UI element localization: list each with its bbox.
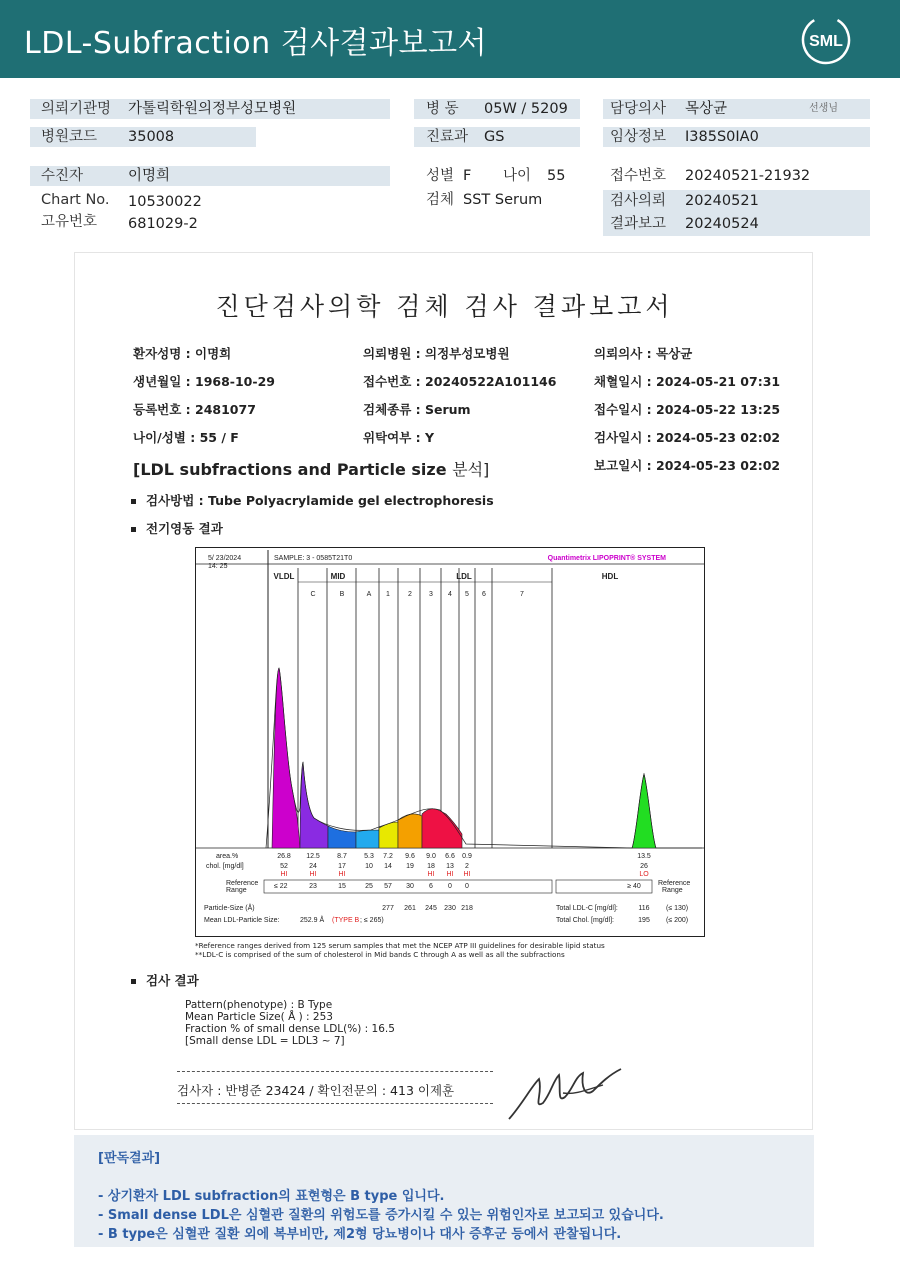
mean-ldl-label: Mean LDL-Particle Size: bbox=[204, 917, 280, 924]
interpretation-line: - B type은 심혈관 질환 외에 복부비만, 제2형 당뇨병이나 대사 증후군 등에서 관찰됩니다. bbox=[98, 1227, 622, 1242]
particle-size-value: 245 bbox=[425, 905, 437, 912]
hospital-code-value: 35008 bbox=[128, 129, 175, 145]
ref-value: 30 bbox=[406, 883, 414, 890]
report-field: 생년월일 : 1968-10-29 bbox=[133, 374, 275, 389]
dept-label: 진료과 bbox=[426, 129, 469, 145]
chol-value: 19 bbox=[406, 863, 414, 870]
header-bar bbox=[0, 0, 900, 78]
specimen-label: 검체 bbox=[426, 192, 455, 208]
total-ldl-value: 116 bbox=[638, 905, 650, 912]
report-field: 검사일시 : 2024-05-23 02:02 bbox=[594, 430, 781, 445]
flag-value: HI bbox=[427, 871, 435, 878]
ref-label-right: Range bbox=[662, 887, 683, 894]
ref-value: 15 bbox=[338, 883, 346, 890]
band-label-2: 2 bbox=[408, 591, 412, 598]
band-label-B: B bbox=[339, 591, 345, 598]
footnote: **LDL-C is comprised of the sum of cholesterol in Mid bands C through A as well as all the subfractions bbox=[195, 950, 565, 959]
sml-logo bbox=[800, 14, 852, 66]
particle-size-value: 261 bbox=[404, 905, 416, 912]
chart-label: Chart No. bbox=[41, 192, 110, 208]
band-label-C: C bbox=[310, 591, 316, 598]
bullet-icon bbox=[131, 979, 136, 984]
ward-label: 병 동 bbox=[426, 101, 459, 117]
method-line: 검사방법 : Tube Polyacrylamide gel electrophoresis bbox=[131, 491, 494, 509]
area-value: 9.6 bbox=[405, 853, 415, 860]
peak-area-3 bbox=[356, 830, 379, 848]
area-value: 5.3 bbox=[364, 853, 374, 860]
chol-value: 24 bbox=[309, 863, 317, 870]
mean-ldl-value: 252.9 Å bbox=[300, 917, 325, 924]
report-sheet bbox=[74, 252, 813, 1130]
result-heading: 검사 결과 bbox=[131, 971, 199, 989]
ref-value: 0 bbox=[448, 883, 452, 890]
report-field: 나이/성별 : 55 / F bbox=[133, 430, 239, 445]
area-value: 8.7 bbox=[337, 853, 347, 860]
ref-value: 23 bbox=[309, 883, 317, 890]
report-field: 등록번호 : 2481077 bbox=[133, 402, 256, 417]
chart-brand: Quantimetrix LIPOPRINT® SYSTEM bbox=[547, 555, 666, 562]
electropherogram bbox=[195, 547, 705, 937]
chol-value: 17 bbox=[338, 863, 346, 870]
electro-heading: 전기영동 결과 bbox=[131, 519, 223, 537]
page-title: LDL-Subfraction 검사결과보고서 bbox=[24, 26, 488, 61]
bullet-icon bbox=[131, 527, 136, 532]
report-title: 진단검사의학 검체 검사 결과보고서 bbox=[215, 292, 674, 321]
clinical-label: 임상정보 bbox=[610, 129, 667, 145]
row-bg bbox=[30, 166, 390, 186]
report-date-label: 결과보고 bbox=[610, 216, 667, 232]
flag-value: HI bbox=[446, 871, 454, 878]
specimen-value: SST Serum bbox=[463, 192, 543, 208]
group-label-vldl: VLDL bbox=[273, 572, 295, 581]
chart-time: 14: 25 bbox=[208, 563, 228, 570]
ref-value: 57 bbox=[384, 883, 392, 890]
band-label-3: 3 bbox=[429, 591, 433, 598]
ref-value: 6 bbox=[429, 883, 433, 890]
result-line: Mean Particle Size( Å ) : 253 bbox=[185, 1011, 333, 1023]
area-value: 0.9 bbox=[462, 853, 472, 860]
ref-value: ≥ 40 bbox=[627, 883, 641, 890]
chart-value: 10530022 bbox=[128, 194, 202, 210]
band-label-4: 4 bbox=[448, 591, 452, 598]
age-value: 55 bbox=[547, 168, 566, 184]
chol-value: 13 bbox=[446, 863, 454, 870]
uid-label: 고유번호 bbox=[41, 214, 98, 230]
interpretation-line: - 상기환자 LDL subfraction의 표현형은 B type 입니다. bbox=[98, 1189, 445, 1204]
dept-value: GS bbox=[484, 129, 505, 145]
band-label-A: A bbox=[366, 591, 372, 598]
sex-value: F bbox=[463, 168, 472, 184]
report-field: 채혈일시 : 2024-05-21 07:31 bbox=[594, 374, 781, 389]
area-value: 12.5 bbox=[306, 853, 320, 860]
peak-area-2 bbox=[328, 826, 356, 848]
requester-label: 의뢰기관명 bbox=[41, 101, 112, 117]
flag-value: LO bbox=[639, 871, 649, 878]
chol-value: 26 bbox=[640, 863, 648, 870]
band-label-6: 6 bbox=[482, 591, 486, 598]
report-field: 의뢰병원 : 의정부성모병원 bbox=[363, 346, 510, 361]
ref-value: ≤ 22 bbox=[274, 883, 288, 890]
interpretation-line: - Small dense LDL은 심혈관 질환의 위험도를 증가시킬 수 있는 위험인자로 보고되고 있습니다. bbox=[98, 1208, 664, 1223]
electropherogram-svg bbox=[196, 548, 704, 936]
area-value: 7.2 bbox=[383, 853, 393, 860]
report-date-value: 20240524 bbox=[685, 216, 759, 232]
chart-date: 5/ 23/2024 bbox=[208, 555, 242, 562]
area-value: 13.5 bbox=[637, 853, 651, 860]
interpretation-heading: [판독결과] bbox=[98, 1151, 161, 1166]
ward-value: 05W / 5209 bbox=[484, 101, 568, 117]
particle-size-value: 230 bbox=[444, 905, 456, 912]
signature-block bbox=[177, 1071, 497, 1111]
chol-value: 18 bbox=[427, 863, 435, 870]
chol-value: 52 bbox=[280, 863, 288, 870]
group-label-ldl: LDL bbox=[456, 572, 472, 581]
total-ldl-label: Total LDL-C [mg/dl]: bbox=[556, 905, 618, 912]
result-line: Fraction % of small dense LDL(%) : 16.5 bbox=[185, 1023, 395, 1035]
result-line: [Small dense LDL = LDL3 ~ 7] bbox=[185, 1035, 345, 1047]
flag-value: HI bbox=[280, 871, 288, 878]
particle-size-label: Particle-Size (Å) bbox=[204, 905, 255, 912]
group-label-hdl: HDL bbox=[601, 572, 619, 581]
accession-value: 20240521-21932 bbox=[685, 168, 811, 184]
report-field: 검체종류 : Serum bbox=[363, 402, 471, 417]
flag-value: HI bbox=[309, 871, 317, 878]
area-value: 26.8 bbox=[277, 853, 291, 860]
uid-value: 681029-2 bbox=[128, 216, 198, 232]
area-label: area.% bbox=[216, 853, 239, 860]
chol-label: chol. [mg/dl] bbox=[206, 863, 244, 870]
requester-value: 가톨릭학원의정부성모병원 bbox=[128, 101, 297, 117]
area-value: 9.0 bbox=[426, 853, 436, 860]
handwritten-signature bbox=[503, 1063, 633, 1125]
flag-value: HI bbox=[338, 871, 346, 878]
ref-label-right: Reference bbox=[658, 880, 691, 887]
report-field: 의뢰의사 : 목상균 bbox=[594, 346, 693, 361]
result-line: Pattern(phenotype) : B Type bbox=[185, 999, 333, 1011]
ref-value: 25 bbox=[365, 883, 373, 890]
ref-label: Reference bbox=[226, 880, 259, 887]
request-date-label: 검사의뢰 bbox=[610, 193, 667, 209]
total-ldl-ref: (≤ 130) bbox=[666, 905, 689, 912]
total-chol-label: Total Chol. [mg/dl]: bbox=[556, 917, 614, 924]
particle-size-value: 277 bbox=[382, 905, 394, 912]
type-note: (TYPE B bbox=[332, 917, 360, 924]
group-label-mid: MID bbox=[330, 572, 346, 581]
interpretation-box bbox=[74, 1135, 814, 1247]
peak-area-5 bbox=[398, 814, 422, 848]
ref-label: Range bbox=[226, 887, 247, 894]
report-field: 보고일시 : 2024-05-23 02:02 bbox=[594, 458, 781, 473]
chol-value: 14 bbox=[384, 863, 392, 870]
peak-area-7 bbox=[632, 774, 656, 848]
divider bbox=[177, 1071, 493, 1072]
svg-text:SML: SML bbox=[809, 33, 843, 50]
total-chol-ref: (≤ 200) bbox=[666, 917, 689, 924]
report-field: 접수번호 : 20240522A101146 bbox=[363, 374, 557, 389]
area-value: 6.6 bbox=[445, 853, 455, 860]
chol-value: 2 bbox=[465, 863, 469, 870]
doctor-value: 목상균 bbox=[685, 101, 728, 117]
patient-value: 이명희 bbox=[128, 168, 171, 184]
signature-line: 검사자 : 반병준 23424 / 확인전문의 : 413 이제훈 bbox=[177, 1083, 455, 1098]
band-label-1: 1 bbox=[386, 591, 390, 598]
doctor-suffix: 선생님 bbox=[809, 103, 838, 114]
ref-value: 0 bbox=[465, 883, 469, 890]
divider bbox=[177, 1103, 493, 1104]
type-note-tail: ; ≤ 265) bbox=[360, 917, 384, 924]
report-field: 접수일시 : 2024-05-22 13:25 bbox=[594, 402, 781, 417]
particle-size-value: 218 bbox=[461, 905, 473, 912]
patient-label: 수진자 bbox=[41, 168, 84, 184]
report-field: 환자성명 : 이명희 bbox=[133, 346, 232, 361]
band-label-5: 5 bbox=[465, 591, 469, 598]
hospital-code-label: 병원코드 bbox=[41, 129, 98, 145]
band-label-7: 7 bbox=[520, 591, 524, 598]
profile-trace bbox=[266, 668, 702, 848]
chart-sample: SAMPLE: 3 - 0585T21T0 bbox=[274, 555, 353, 562]
total-chol-value: 195 bbox=[638, 917, 650, 924]
sex-label: 성별 bbox=[426, 168, 455, 184]
request-date-value: 20240521 bbox=[685, 193, 759, 209]
accession-label: 접수번호 bbox=[610, 168, 667, 184]
report-field: 위탁여부 : Y bbox=[363, 430, 435, 445]
clinical-value: I385S0IA0 bbox=[685, 129, 759, 145]
footnote: *Reference ranges derived from 125 serum samples that met the NCEP ATP III guidelines for desirable lipid status bbox=[195, 941, 605, 950]
chol-value: 10 bbox=[365, 863, 373, 870]
age-label: 나이 bbox=[503, 168, 532, 184]
bullet-icon bbox=[131, 499, 136, 504]
flag-value: HI bbox=[463, 871, 471, 878]
doctor-label: 담당의사 bbox=[610, 101, 667, 117]
section-title: [LDL subfractions and Particle size 분석] bbox=[133, 460, 490, 479]
